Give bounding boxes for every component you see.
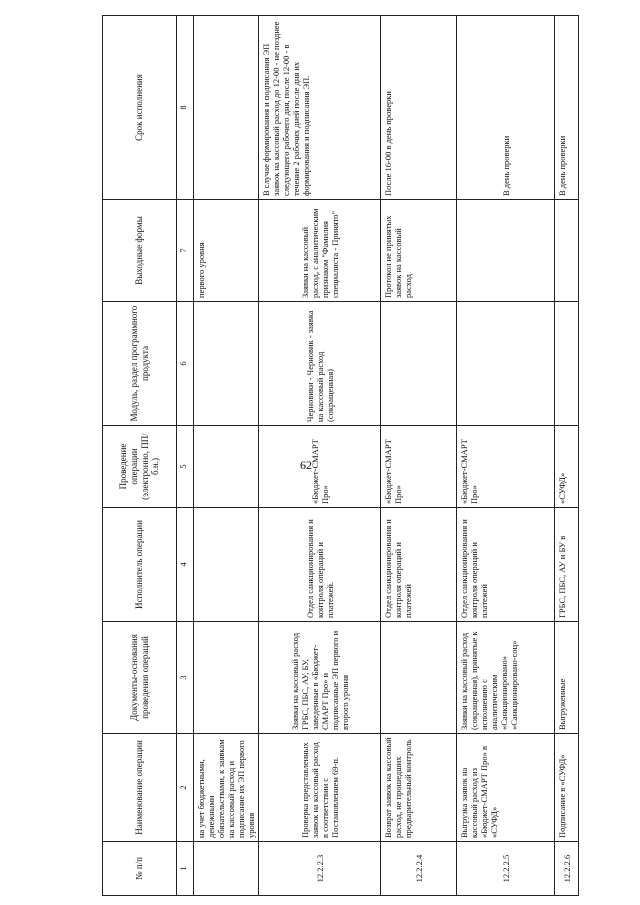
documents [194, 622, 259, 734]
deadline [194, 16, 259, 200]
method: «СУФД» [555, 426, 579, 508]
table-row [259, 16, 381, 896]
header-num: № п/п [103, 842, 177, 896]
col-number: 1 [177, 842, 194, 896]
col-number: 6 [177, 302, 194, 426]
documents: Заявки на кассовый расход (сокращенная), принятые к исполнению с аналитическим «Санкционировано» «Санкционировано-соц» [457, 622, 555, 734]
operation-name: на учет бюджетными, денежными обязательствами, к заявкам на кассовый расход и подписание их ЭП первого уровня [194, 734, 259, 842]
module [194, 302, 259, 426]
col-number: 4 [177, 508, 194, 622]
header-row [103, 16, 177, 896]
row-number: 12.2.2.5 [457, 842, 555, 896]
executor: Отдел санкционирования и контроля операций и платежей [381, 508, 457, 622]
executor: Отдел санкционирования и контроля операций и платежей. [259, 508, 381, 622]
table-row [194, 16, 259, 896]
operation-name: Подписание в «СУФД» [555, 734, 579, 842]
documents [381, 622, 457, 734]
operation-name: Возврат заявок на кассовый расход, не прошедших предварительный контроль [381, 734, 457, 842]
col-number: 2 [177, 734, 194, 842]
method: «Бюджет-СМАРТ Про» [381, 426, 457, 508]
deadline: В день проверки [457, 16, 555, 200]
header-deadline: Срок исполнения [103, 16, 177, 200]
output-forms: первого уровня [194, 200, 259, 302]
executor: Отдел санкционирования и контроля операций и платежей [457, 508, 555, 622]
table-row [381, 16, 457, 896]
documents: Заявки на кассовый расход ГРБС, ПБС, АУ, БУ, заведенные в «Бюджет-СМАРТ Про» и подписанные ЭП первого и второго уровня [259, 622, 381, 734]
header-method: Проведение операции (электронно, ПП/б.н.) [103, 426, 177, 508]
operation-name: Выгрузка заявок на кассовый расход из «Бюджет-СМАРТ Про» в «СУФД» [457, 734, 555, 842]
deadline: После 16-00 в день проверки [381, 16, 457, 200]
deadline: В день проверки [555, 16, 579, 200]
deadline: В случае формирования и подписания ЭП заявок на кассовый расход до 12-00 - не позднее следующего рабочего дня, после 12-00 - в течение 2 рабочих дней после дня их формирования и подписания ЭП. [259, 16, 381, 200]
module [555, 302, 579, 426]
output-forms [457, 200, 555, 302]
output-forms: Заявки на кассовый расход, с аналитическим признаком "Фамилия специалиста - Принято" [259, 200, 381, 302]
col-number: 5 [177, 426, 194, 508]
row-number: 12.2.2.6 [555, 842, 579, 896]
rotated-page [102, 16, 577, 896]
operations-table [102, 15, 579, 896]
col-number: 7 [177, 200, 194, 302]
page-number: 62 [300, 458, 312, 472]
column-number-row [177, 16, 194, 896]
col-number: 8 [177, 16, 194, 200]
module: Черновики - Черновик - заявка на кассовый расход (сокращенная) [259, 302, 381, 426]
method [194, 426, 259, 508]
row-number: 12.2.2.3 [259, 842, 381, 896]
row-number: 12.2.2.4 [381, 842, 457, 896]
method: «Бюджет-СМАРТ Про» [457, 426, 555, 508]
header-operation-name: Наименование операции [103, 734, 177, 842]
table-row [555, 16, 579, 896]
table-row [457, 16, 555, 896]
documents: Выгруженные [555, 622, 579, 734]
module [381, 302, 457, 426]
method: «Бюджет-СМАРТ Про» [259, 426, 381, 508]
header-executor: Исполнитель операции [103, 508, 177, 622]
module [457, 302, 555, 426]
executor [194, 508, 259, 622]
operation-name: Проверка представленных заявок на кассовый расход в соответствии с Постановлением 69-п. [259, 734, 381, 842]
output-forms [555, 200, 579, 302]
col-number: 3 [177, 622, 194, 734]
header-module: Модуль, раздел программного продукта [103, 302, 177, 426]
output-forms: Протокол не принятых заявок на кассовый расход [381, 200, 457, 302]
header-output-forms: Выходные формы [103, 200, 177, 302]
row-number [194, 842, 259, 896]
executor: ГРБС, ПБС, АУ и БУ в [555, 508, 579, 622]
header-documents: Документы-основания проведения операций [103, 622, 177, 734]
